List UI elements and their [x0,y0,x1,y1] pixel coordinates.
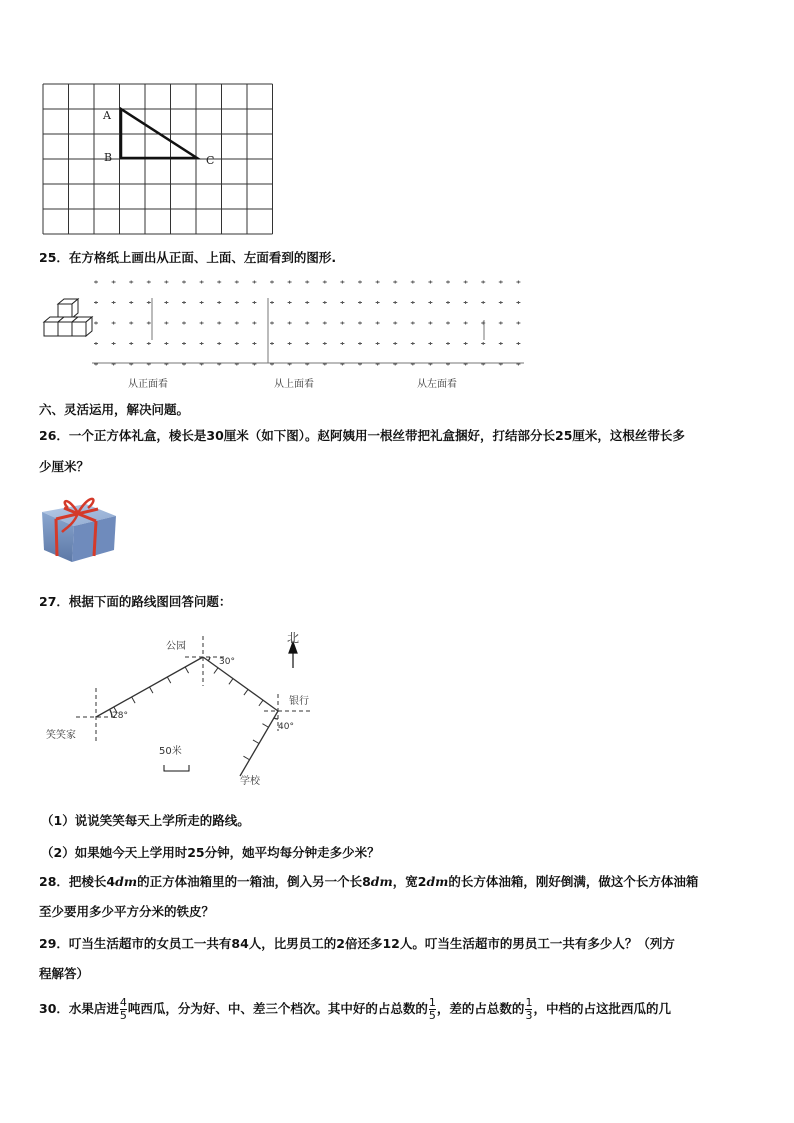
fraction-4-5 [120,997,127,1022]
question-27: 27．根据下面的路线图回答问题： [39,594,232,609]
q28-text-2: 的正方体油箱里的一箱油，倒入另一个长8 [137,874,371,889]
north-label: 北 [287,631,300,645]
q30-text-3: ，差的占总数的 [436,1001,525,1016]
bank-angle: 40° [278,722,294,732]
route-scale-tick [185,667,188,673]
question-27-sub-1: （1）说说笑笑每天上学所走的路线。 [41,813,250,828]
question-29-line-1: 29．叮当生活超市的女员工一共有84人，比男员工的2倍还多12人。叮当生活超市的男员工一共有多少人？（列方 [39,936,675,951]
park-angle: 30° [219,657,235,667]
park-label: 公园 [166,641,186,652]
home-label: 笑笑家 [46,730,76,741]
q30-text-2: 吨西瓜，分为好、中、差三个档次。其中好的占总数的 [127,1001,428,1016]
section-6-title: 六、灵活运用，解决问题。 [39,402,190,417]
school-label: 学校 [240,776,260,787]
fraction-denominator: 5 [428,1009,436,1022]
question-28-line-2: 至少要用多少平方分米的铁皮？ [39,904,215,919]
route-scale-tick [132,697,135,703]
question-25: 25．在方格纸上画出从正面、上面、左面看到的图形. [39,250,337,265]
question-28-line-1 [39,874,698,890]
route-scale-tick [244,689,248,695]
dot-grid-paper [92,278,532,368]
q30-text-1: 30．水果店进 [39,1001,119,1016]
q28-text-3: ，宽2 [392,874,427,889]
top-view-caption: 从上面看 [274,379,314,390]
q28-unit-3: dm [426,874,449,889]
fraction-1-5 [429,997,436,1022]
grid-triangle-figure [42,83,274,239]
fraction-1-3 [525,997,532,1022]
route-scale-tick [259,700,263,706]
left-view-caption: 从左面看 [417,379,457,390]
point-c-label: C [206,154,215,167]
scale-label: 50米 [159,746,182,757]
point-a-label: A [103,109,111,122]
route-scale-tick [253,740,259,744]
question-26-line-1: 26．一个正方体礼盒，棱长是30厘米（如下图）。赵阿姨用一根丝带把礼盒捆好，打结部分长25厘米，这根丝带长多 [39,428,685,443]
gift-box-image [38,488,122,564]
question-30 [39,994,671,1024]
q28-unit-2: dm [370,874,393,889]
home-angle: 28° [112,711,128,721]
route-scale-tick [214,668,218,674]
front-view-caption: 从正面看 [128,379,168,390]
route-scale-tick [150,687,153,693]
fraction-numerator: 1 [525,996,533,1009]
point-b-label: B [104,151,113,164]
q28-unit-1: dm [115,874,138,889]
question-26-line-2: 少厘米？ [39,459,90,474]
route-map [40,628,330,790]
fraction-denominator: 5 [119,1009,127,1022]
question-29-line-2: 程解答） [39,966,90,981]
fraction-numerator: 1 [428,996,436,1009]
q28-text-4: 的长方体油箱，刚好倒满，做这个长方体油箱 [448,874,699,889]
route-scale-tick [262,724,268,728]
route-scale-tick [243,756,249,760]
fraction-denominator: 3 [525,1009,533,1022]
q28-text-1: 28．把棱长4 [39,874,116,889]
cube-solid-figure [42,298,98,342]
bank-label: 银行 [289,696,309,707]
q30-text-4: ，中档的占这批西瓜的几 [533,1001,671,1016]
fraction-numerator: 4 [119,996,127,1009]
route-scale-tick [167,677,170,683]
question-27-sub-2: （2）如果她今天上学用时25分钟，她平均每分钟走多少米？ [41,845,380,860]
route-scale-tick [229,679,233,685]
